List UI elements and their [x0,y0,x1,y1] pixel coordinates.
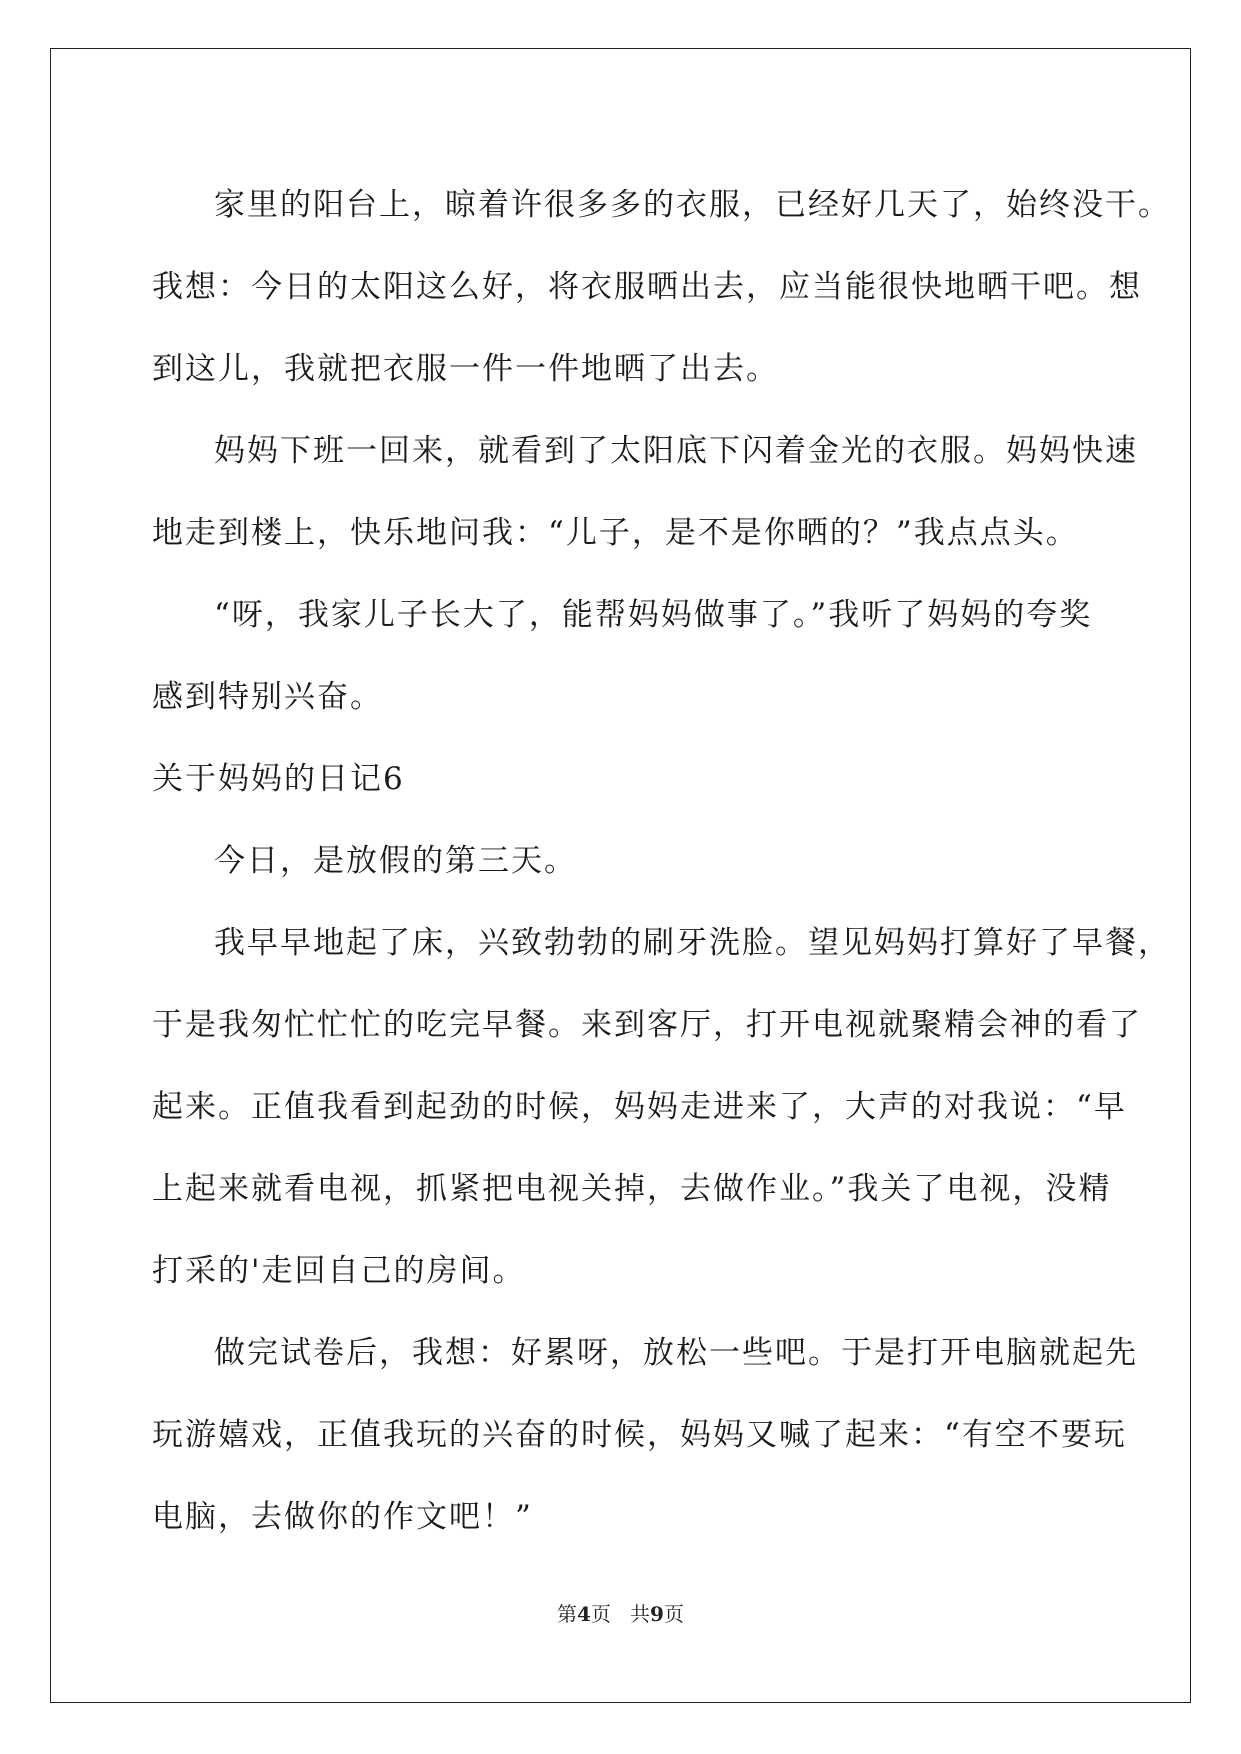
page-footer [0,1598,1241,1627]
footer-prefix: 第 [557,1602,578,1626]
text-line: 起来。正值我看到起劲的时候，妈妈走进来了，大声的对我说：“早 [152,1089,1127,1125]
text-line: 今日，是放假的第三天。 [214,843,577,879]
current-page-number: 4 [577,1602,591,1626]
text-line: “呀，我家儿子长大了，能帮妈妈做事了。”我听了妈妈的夸奖 [214,597,1093,633]
section-heading [152,738,1092,820]
text-line: 妈妈下班一回来，就看到了太阳底下闪着金光的衣服。妈妈快速 [214,433,1138,469]
text-line: 上起来就看电视，抓紧把电视关掉，去做作业。”我关了电视，没精 [152,1171,1112,1207]
footer-total-prefix: 共 [630,1602,651,1626]
total-page-number: 9 [650,1602,664,1626]
text-line: 家里的阳台上，晾着许很多多的衣服，已经好几天了，始终没干。 [214,187,1171,223]
paragraph [152,574,1092,738]
footer-total-suffix: 页 [663,1602,684,1626]
text-line: 做完试卷后，我想：好累呀，放松一些吧。于是打开电脑就起先 [214,1335,1138,1371]
paragraph [152,820,1092,902]
text-line: 地走到楼上，快乐地问我：“儿子，是不是你晒的？”我点点头。 [152,515,1079,551]
paragraph [152,164,1171,410]
text-line: 关于妈妈的日记6 [152,761,405,797]
paragraph [152,410,1138,574]
paragraph [152,1312,1138,1558]
footer-page-suffix: 页 [590,1602,611,1626]
text-line: 感到特别兴奋。 [152,679,383,715]
text-line: 我想：今日的太阳这么好，将衣服晒出去，应当能很快地晒干吧。想 [152,269,1142,305]
paragraph [152,902,1171,1312]
text-line: 电脑，去做你的作文吧！” [152,1499,533,1535]
text-line: 于是我匆忙忙忙的吃完早餐。来到客厅，打开电视就聚精会神的看了 [152,1007,1142,1043]
text-line: 打采的'走回自己的房间。 [152,1253,526,1289]
text-line: 到这儿，我就把衣服一件一件地晒了出去。 [152,351,779,387]
document-body [152,164,1171,1558]
text-line: 我早早地起了床，兴致勃勃的刷牙洗脸。望见妈妈打算好了早餐， [214,925,1171,961]
text-line: 玩游嬉戏，正值我玩的兴奋的时候，妈妈又喊了起来：“有空不要玩 [152,1417,1127,1453]
